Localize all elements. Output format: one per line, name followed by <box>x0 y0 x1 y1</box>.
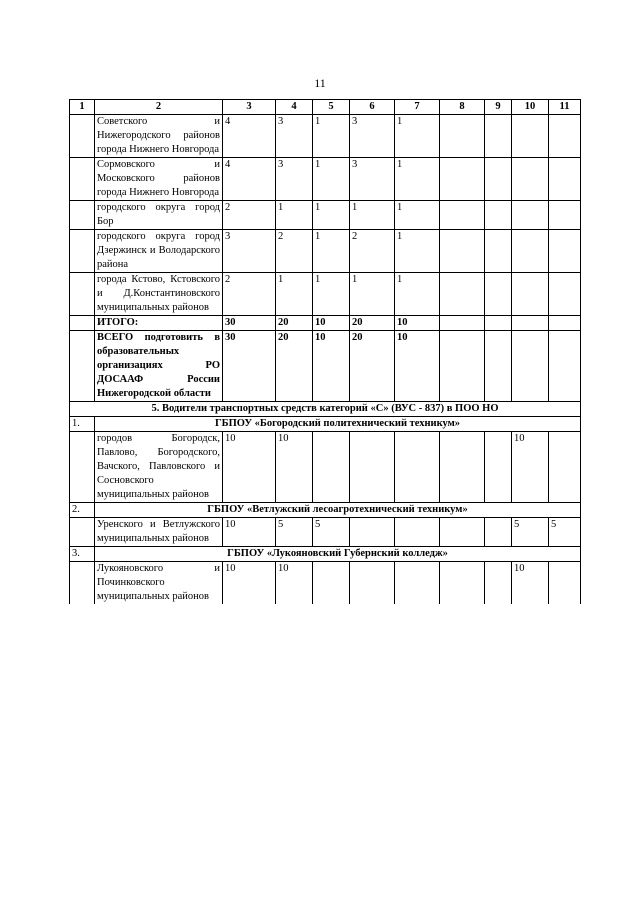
page-number: 11 <box>314 76 326 90</box>
value-cell-col-4: 10 <box>276 562 313 605</box>
district-name: городов Богородск, Павлово, Богородского, Вачского, Павловского и Сосновского муниципальных районов <box>95 432 223 503</box>
value-cell-col-7: 1 <box>395 115 440 158</box>
value-cell-col-5: 1 <box>313 230 350 273</box>
value-cell-col-3: 2 <box>223 201 276 230</box>
row-number <box>70 432 95 503</box>
row-number <box>70 115 95 158</box>
value-cell-col-4: 2 <box>276 230 313 273</box>
value-cell-col-6: 1 <box>350 273 395 316</box>
value-cell-col-11 <box>549 158 581 201</box>
column-header-9: 9 <box>485 100 512 115</box>
row-number <box>70 201 95 230</box>
value-cell-col-4: 10 <box>276 432 313 503</box>
value-cell-col-10 <box>512 158 549 201</box>
value-cell-col-3: 3 <box>223 230 276 273</box>
value-cell-col-10 <box>512 115 549 158</box>
column-header-6: 6 <box>350 100 395 115</box>
value-cell-col-7: 1 <box>395 158 440 201</box>
district-name: городского округа город Бор <box>95 201 223 230</box>
organization-name: ГБПОУ «Лукояновский Губернский колледж» <box>95 547 581 562</box>
value-cell-col-7: 1 <box>395 201 440 230</box>
value-cell-col-11: 5 <box>549 518 581 547</box>
value-cell-col-8 <box>440 230 485 273</box>
value-cell-col-10: 10 <box>512 432 549 503</box>
value-cell-col-5: 10 <box>313 316 350 331</box>
value-cell-col-3: 4 <box>223 158 276 201</box>
district-name: Уренского и Ветлужского муниципальных районов <box>95 518 223 547</box>
value-cell-col-8 <box>440 331 485 402</box>
value-cell-col-11 <box>549 230 581 273</box>
district-name: городского округа город Дзержинск и Володарского района <box>95 230 223 273</box>
table-row <box>70 518 581 547</box>
value-cell-col-7 <box>395 562 440 605</box>
column-header-3: 3 <box>223 100 276 115</box>
value-cell-col-5: 1 <box>313 158 350 201</box>
value-cell-col-4: 20 <box>276 331 313 402</box>
total-row <box>70 331 581 402</box>
value-cell-col-3: 10 <box>223 518 276 547</box>
value-cell-col-8 <box>440 201 485 230</box>
row-number <box>70 273 95 316</box>
value-cell-col-10 <box>512 316 549 331</box>
column-header-4: 4 <box>276 100 313 115</box>
row-number <box>70 230 95 273</box>
organization-row <box>70 503 581 518</box>
table-header-row <box>70 100 581 115</box>
district-name: города Кстово, Кстовского и Д.Константиновского муниципальных районов <box>95 273 223 316</box>
value-cell-col-9 <box>485 158 512 201</box>
value-cell-col-6: 20 <box>350 331 395 402</box>
value-cell-col-3: 4 <box>223 115 276 158</box>
district-name: Советского и Нижегородского районов города Нижнего Новгорода <box>95 115 223 158</box>
value-cell-col-8 <box>440 518 485 547</box>
table-row <box>70 158 581 201</box>
value-cell-col-7: 1 <box>395 230 440 273</box>
value-cell-col-7 <box>395 432 440 503</box>
value-cell-col-3: 2 <box>223 273 276 316</box>
row-number <box>70 331 95 402</box>
value-cell-col-9 <box>485 518 512 547</box>
value-cell-col-7 <box>395 518 440 547</box>
value-cell-col-8 <box>440 115 485 158</box>
value-cell-col-9 <box>485 432 512 503</box>
organization-row <box>70 547 581 562</box>
value-cell-col-9 <box>485 201 512 230</box>
value-cell-col-11 <box>549 562 581 605</box>
value-cell-col-9 <box>485 230 512 273</box>
table-row <box>70 230 581 273</box>
table-row <box>70 273 581 316</box>
value-cell-col-3: 30 <box>223 331 276 402</box>
row-number <box>70 518 95 547</box>
value-cell-col-9 <box>485 562 512 605</box>
value-cell-col-4: 3 <box>276 158 313 201</box>
value-cell-col-8 <box>440 316 485 331</box>
value-cell-col-7: 10 <box>395 316 440 331</box>
value-cell-col-8 <box>440 158 485 201</box>
value-cell-col-11 <box>549 331 581 402</box>
value-cell-col-6: 3 <box>350 115 395 158</box>
district-name: Сормовского и Московского районов города Нижнего Новгорода <box>95 158 223 201</box>
column-header-7: 7 <box>395 100 440 115</box>
organization-row <box>70 417 581 432</box>
value-cell-col-9 <box>485 331 512 402</box>
value-cell-col-7: 10 <box>395 331 440 402</box>
value-cell-col-3: 30 <box>223 316 276 331</box>
district-name: ИТОГО: <box>95 316 223 331</box>
value-cell-col-10 <box>512 331 549 402</box>
row-number: 1. <box>70 417 95 432</box>
value-cell-col-6: 1 <box>350 201 395 230</box>
value-cell-col-4: 1 <box>276 273 313 316</box>
table-row <box>70 432 581 503</box>
column-header-1: 1 <box>70 100 95 115</box>
table-row <box>70 562 581 605</box>
value-cell-col-6: 20 <box>350 316 395 331</box>
value-cell-col-5: 1 <box>313 201 350 230</box>
value-cell-col-6 <box>350 518 395 547</box>
row-number <box>70 316 95 331</box>
value-cell-col-5: 1 <box>313 273 350 316</box>
value-cell-col-10 <box>512 201 549 230</box>
document-table <box>69 99 581 604</box>
value-cell-col-7: 1 <box>395 273 440 316</box>
column-header-11: 11 <box>549 100 581 115</box>
value-cell-col-3: 10 <box>223 432 276 503</box>
value-cell-col-11 <box>549 201 581 230</box>
value-cell-col-11 <box>549 273 581 316</box>
value-cell-col-6 <box>350 432 395 503</box>
value-cell-col-6 <box>350 562 395 605</box>
row-number <box>70 158 95 201</box>
table-row <box>70 115 581 158</box>
value-cell-col-11 <box>549 432 581 503</box>
value-cell-col-9 <box>485 316 512 331</box>
organization-name: ГБПОУ «Ветлужский лесоагротехнический техникум» <box>95 503 581 518</box>
value-cell-col-8 <box>440 273 485 316</box>
value-cell-col-3: 10 <box>223 562 276 605</box>
value-cell-col-4: 5 <box>276 518 313 547</box>
value-cell-col-9 <box>485 115 512 158</box>
value-cell-col-6: 3 <box>350 158 395 201</box>
value-cell-col-6: 2 <box>350 230 395 273</box>
district-name: ВСЕГО подготовить в образовательных организациях РО ДОСААФ России Нижегородской области <box>95 331 223 402</box>
column-header-2: 2 <box>95 100 223 115</box>
value-cell-col-10: 5 <box>512 518 549 547</box>
value-cell-col-10 <box>512 230 549 273</box>
value-cell-col-5: 10 <box>313 331 350 402</box>
table-row <box>70 201 581 230</box>
column-header-5: 5 <box>313 100 350 115</box>
column-header-8: 8 <box>440 100 485 115</box>
row-number <box>70 562 95 605</box>
district-name: Лукояновского и Починковского муниципальных районов <box>95 562 223 605</box>
value-cell-col-9 <box>485 273 512 316</box>
value-cell-col-5: 5 <box>313 518 350 547</box>
value-cell-col-5 <box>313 432 350 503</box>
section-heading-row <box>70 402 581 417</box>
organization-name: ГБПОУ «Богородский политехнический техникум» <box>95 417 581 432</box>
value-cell-col-11 <box>549 316 581 331</box>
value-cell-col-4: 3 <box>276 115 313 158</box>
value-cell-col-5 <box>313 562 350 605</box>
row-number: 2. <box>70 503 95 518</box>
section-heading: 5. Водители транспортных средств категорий «С» (ВУС - 837) в ПОО НО <box>70 402 581 417</box>
value-cell-col-4: 20 <box>276 316 313 331</box>
column-header-10: 10 <box>512 100 549 115</box>
value-cell-col-11 <box>549 115 581 158</box>
row-number: 3. <box>70 547 95 562</box>
value-cell-col-8 <box>440 562 485 605</box>
value-cell-col-4: 1 <box>276 201 313 230</box>
value-cell-col-8 <box>440 432 485 503</box>
total-row <box>70 316 581 331</box>
value-cell-col-5: 1 <box>313 115 350 158</box>
value-cell-col-10 <box>512 273 549 316</box>
value-cell-col-10: 10 <box>512 562 549 605</box>
